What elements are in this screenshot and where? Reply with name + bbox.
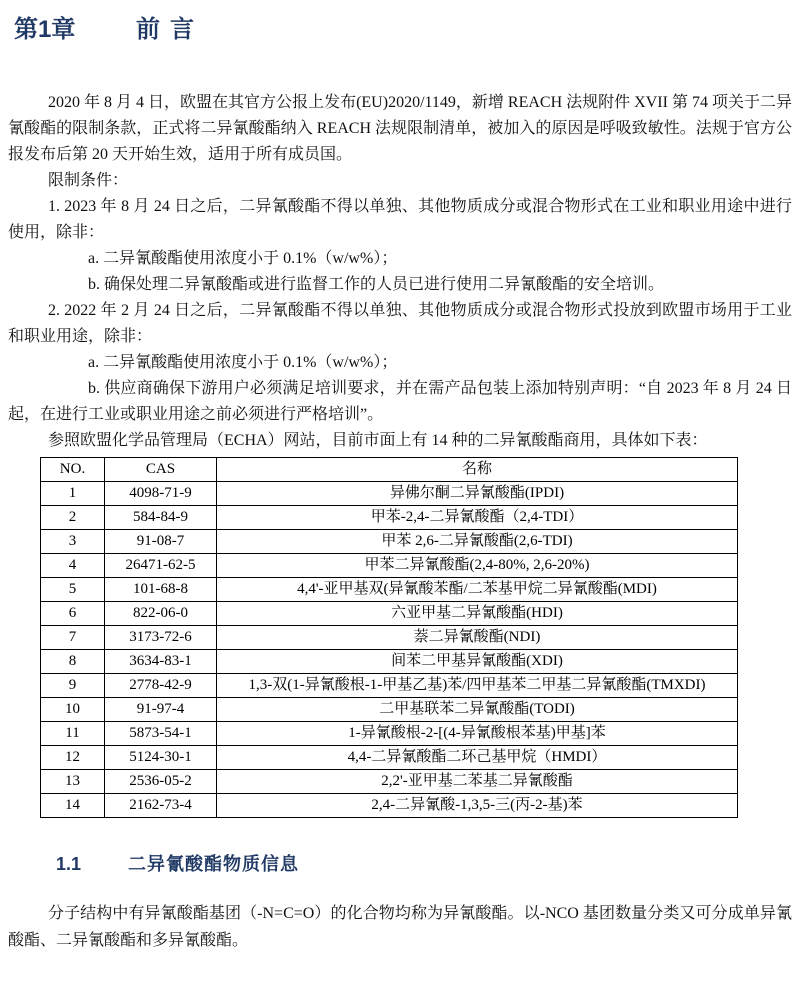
chapter-title: 前言 bbox=[136, 16, 205, 43]
section-number: 1.1 bbox=[56, 854, 82, 874]
cell-name: 甲苯二异氰酸酯(2,4-80%, 2,6-20%) bbox=[217, 554, 738, 578]
cell-no: 6 bbox=[41, 602, 105, 626]
cell-name: 六亚甲基二异氰酸酯(HDI) bbox=[217, 602, 738, 626]
cell-name: 萘二异氰酸酯(NDI) bbox=[217, 626, 738, 650]
cell-cas: 5124-30-1 bbox=[105, 746, 217, 770]
cell-name: 1,3-双(1-异氰酸根-1-甲基乙基)苯/四甲基苯二甲基二异氰酸酯(TMXDI) bbox=[217, 674, 738, 698]
cell-no: 13 bbox=[41, 770, 105, 794]
cell-no: 5 bbox=[41, 578, 105, 602]
table-row bbox=[41, 650, 738, 674]
paragraph-isocyanate-definition: 分子结构中有异氰酸酯基团（-N=C=O）的化合物均称为异氰酸酯。以-NCO 基团数量分类又可分成单异氰酸酯、二异氰酸酯和多异氰酸酯。 bbox=[8, 905, 792, 949]
chapter-heading bbox=[14, 16, 792, 44]
cell-no: 2 bbox=[41, 506, 105, 530]
table-header-cas: CAS bbox=[105, 458, 217, 482]
cell-no: 11 bbox=[41, 722, 105, 746]
cell-cas: 584-84-9 bbox=[105, 506, 217, 530]
cell-cas: 5873-54-1 bbox=[105, 722, 217, 746]
table-row bbox=[41, 602, 738, 626]
cell-name: 异佛尔酮二异氰酸酯(IPDI) bbox=[217, 482, 738, 506]
cell-name: 4,4-二异氰酸酯二环己基甲烷（HMDI） bbox=[217, 746, 738, 770]
paragraph-regulation-intro: 2020 年 8 月 4 日，欧盟在其官方公报上发布(EU)2020/1149，新增 REACH 法规附件 XVII 第 74 项关于二异氰酸酯的限制条款，正式将二异氰酸酯纳入 REACH 法规限制清单，被加入的原因是呼吸致敏性。法规于官方公报发布后第 20 天开始生效，适用于所有成员国。 bbox=[8, 94, 792, 163]
cell-no: 7 bbox=[41, 626, 105, 650]
paragraph-condition-2: 2. 2022 年 2 月 24 日之后，二异氰酸酯不得以单独、其他物质成分或混合物形式投放到欧盟市场用于工业和职业用途，除非： bbox=[8, 302, 792, 345]
cell-no: 1 bbox=[41, 482, 105, 506]
cell-cas: 3173-72-6 bbox=[105, 626, 217, 650]
table-row bbox=[41, 554, 738, 578]
section-heading bbox=[56, 852, 792, 876]
cell-no: 12 bbox=[41, 746, 105, 770]
paragraph-condition-1a: a. 二异氰酸酯使用浓度小于 0.1%（w/w%）； bbox=[88, 250, 398, 267]
paragraph-condition-2a: a. 二异氰酸酯使用浓度小于 0.1%（w/w%）； bbox=[88, 354, 398, 371]
table-row bbox=[41, 698, 738, 722]
substances-table bbox=[40, 457, 738, 818]
cell-name: 二甲基联苯二异氰酸酯(TODI) bbox=[217, 698, 738, 722]
cell-cas: 91-97-4 bbox=[105, 698, 217, 722]
cell-name: 甲苯-2,4-二异氰酸酯（2,4-TDI） bbox=[217, 506, 738, 530]
cell-cas: 4098-71-9 bbox=[105, 482, 217, 506]
cell-no: 4 bbox=[41, 554, 105, 578]
cell-no: 9 bbox=[41, 674, 105, 698]
table-header-no: NO. bbox=[41, 458, 105, 482]
cell-cas: 2162-73-4 bbox=[105, 794, 217, 818]
paragraph-echa-reference: 参照欧盟化学品管理局（ECHA）网站，目前市面上有 14 种的二异氰酸酯商用，具体如下表： bbox=[48, 432, 708, 449]
cell-name: 甲苯 2,6-二异氰酸酯(2,6-TDI) bbox=[217, 530, 738, 554]
table-row bbox=[41, 746, 738, 770]
cell-cas: 822-06-0 bbox=[105, 602, 217, 626]
cell-name: 1-异氰酸根-2-[(4-异氰酸根苯基)甲基]苯 bbox=[217, 722, 738, 746]
paragraph-condition-2b: b. 供应商确保下游用户必须满足培训要求，并在需产品包装上添加特别声明：“自 2023 年 8 月 24 日起，在进行工业或职业用途之前必须进行严格培训”。 bbox=[8, 380, 792, 423]
table-row bbox=[41, 530, 738, 554]
cell-cas: 2778-42-9 bbox=[105, 674, 217, 698]
cell-name: 2,2'-亚甲基二苯基二异氰酸酯 bbox=[217, 770, 738, 794]
table-header-row bbox=[41, 458, 738, 482]
cell-cas: 91-08-7 bbox=[105, 530, 217, 554]
table-row bbox=[41, 482, 738, 506]
table-row bbox=[41, 770, 738, 794]
cell-cas: 2536-05-2 bbox=[105, 770, 217, 794]
table-header-name: 名称 bbox=[217, 458, 738, 482]
table-row bbox=[41, 674, 738, 698]
cell-name: 2,4-二异氰酸-1,3,5-三(丙-2-基)苯 bbox=[217, 794, 738, 818]
paragraph-condition-1: 1. 2023 年 8 月 24 日之后，二异氰酸酯不得以单独、其他物质成分或混合物形式在工业和职业用途中进行使用，除非： bbox=[8, 198, 792, 241]
chapter-number: 第1章 bbox=[14, 16, 76, 43]
section-title: 二异氰酸酯物质信息 bbox=[128, 854, 300, 874]
table-row bbox=[41, 722, 738, 746]
paragraph-restriction-label: 限制条件： bbox=[48, 172, 129, 189]
cell-no: 10 bbox=[41, 698, 105, 722]
table-row bbox=[41, 506, 738, 530]
cell-no: 14 bbox=[41, 794, 105, 818]
cell-cas: 26471-62-5 bbox=[105, 554, 217, 578]
paragraph-condition-1b: b. 确保处理二异氰酸酯或进行监督工作的人员已进行使用二异氰酸酯的安全培训。 bbox=[88, 276, 665, 293]
cell-cas: 3634-83-1 bbox=[105, 650, 217, 674]
table-row bbox=[41, 794, 738, 818]
table-row bbox=[41, 578, 738, 602]
table-row bbox=[41, 626, 738, 650]
cell-name: 间苯二甲基异氰酸酯(XDI) bbox=[217, 650, 738, 674]
cell-no: 8 bbox=[41, 650, 105, 674]
cell-cas: 101-68-8 bbox=[105, 578, 217, 602]
cell-name: 4,4'-亚甲基双(异氰酸苯酯/二苯基甲烷二异氰酸酯(MDI) bbox=[217, 578, 738, 602]
cell-no: 3 bbox=[41, 530, 105, 554]
